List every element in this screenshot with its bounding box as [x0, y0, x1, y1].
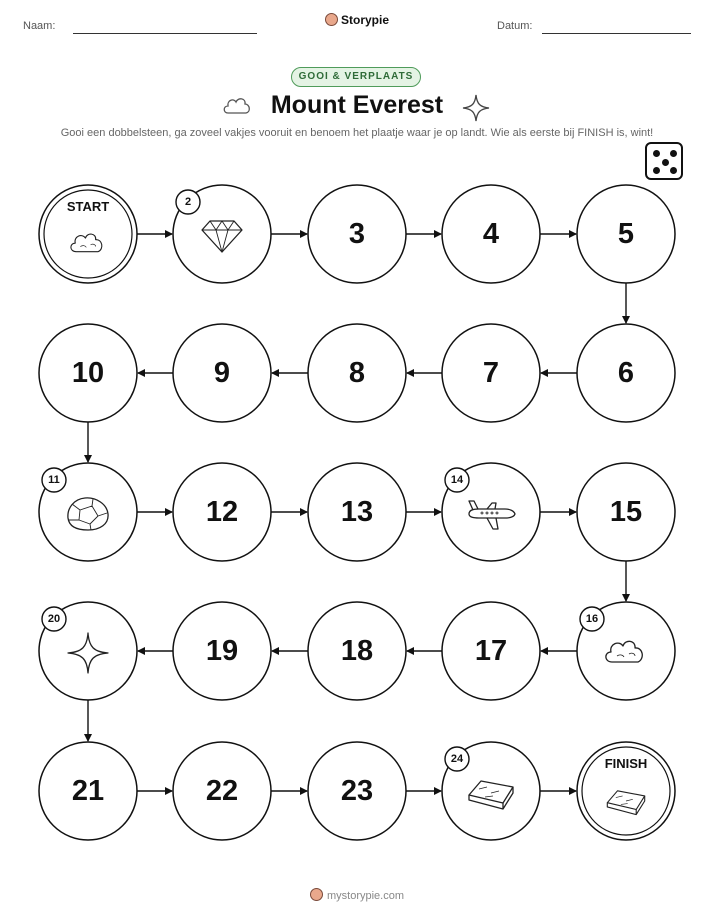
space-number-8: 8 — [348, 357, 366, 389]
space-number-15: 15 — [609, 496, 643, 528]
finish-label: FINISH — [604, 756, 648, 771]
space-badge-number-11: 11 — [48, 474, 60, 486]
space-number-23: 23 — [340, 775, 374, 807]
name-label: Naam: — [23, 20, 56, 32]
brand-name: Storypie — [340, 13, 389, 27]
space-number-3: 3 — [348, 218, 366, 250]
space-badge-number-24: 24 — [450, 753, 464, 765]
page-title: Mount Everest — [270, 91, 444, 119]
space-badge-number-14: 14 — [450, 474, 464, 486]
space-number-19: 19 — [205, 635, 239, 667]
space-number-21: 21 — [71, 775, 105, 807]
space-number-4: 4 — [482, 218, 500, 250]
date-label: Datum: — [497, 20, 533, 32]
space-badge-number-20: 20 — [47, 613, 61, 625]
space-number-22: 22 — [205, 775, 239, 807]
space-number-18: 18 — [340, 635, 374, 667]
instructions: Gooi een dobbelsteen, ga zoveel vakjes vooruit en benoem het plaatje waar je op landt. Wie als eerste bij FINISH is, wint! — [60, 127, 654, 139]
space-number-9: 9 — [213, 357, 231, 389]
space-number-12: 12 — [205, 496, 239, 528]
space-number-10: 10 — [71, 357, 105, 389]
space-badge-number-16: 16 — [585, 613, 599, 625]
space-badge-number-2: 2 — [184, 196, 192, 208]
footer-url: mystorypie.com — [326, 890, 405, 902]
footer — [0, 888, 714, 902]
space-number-7: 7 — [482, 357, 500, 389]
space-number-13: 13 — [340, 496, 374, 528]
space-number-5: 5 — [617, 218, 635, 250]
start-label: START — [66, 199, 110, 214]
activity-tag: GOOI & VERPLAATS — [291, 67, 421, 87]
space-number-17: 17 — [474, 635, 508, 667]
storypie-mascot-icon — [310, 888, 323, 901]
space-number-6: 6 — [617, 357, 635, 389]
